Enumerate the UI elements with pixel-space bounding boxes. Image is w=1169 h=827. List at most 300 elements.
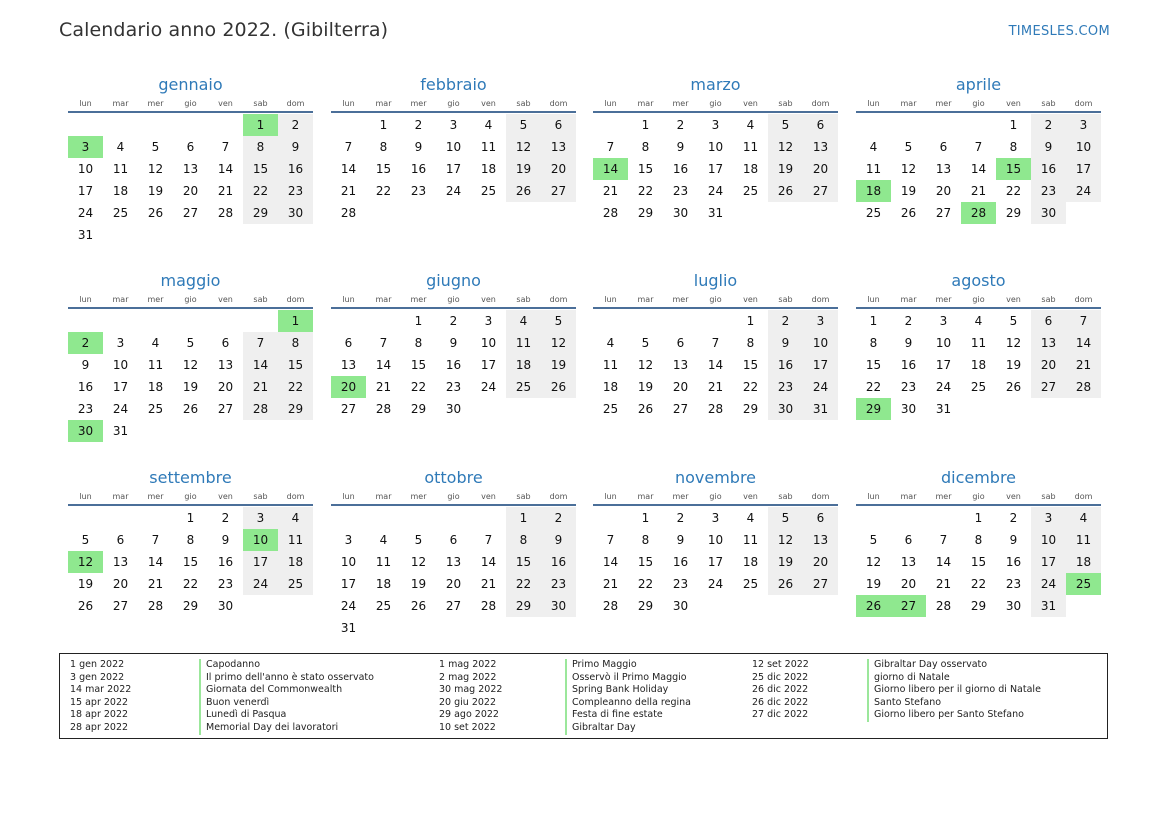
day-cell: 18 [147, 380, 164, 394]
day-cell: 25 [375, 599, 392, 613]
day-cell: 3 [243, 507, 278, 529]
header-divider [68, 111, 313, 113]
weekday-label: mar [900, 295, 917, 304]
day-cell: 30 [541, 595, 576, 617]
month-aprile [856, 74, 1101, 224]
day-cell: 25 [112, 206, 129, 220]
day-cell: 24 [112, 402, 129, 416]
weekday-label: mer [935, 99, 952, 108]
day-cell: 22 [182, 577, 199, 591]
day-cell: 9 [676, 533, 685, 547]
weekday-label: gio [709, 295, 722, 304]
weekday-label: dom [1074, 99, 1093, 108]
day-cell: 26 [77, 599, 94, 613]
day-cell: 2 [278, 114, 313, 136]
day-grid [593, 310, 838, 420]
weekday-label: mar [112, 492, 129, 501]
day-cell: 13 [541, 136, 576, 158]
day-cell: 28 [707, 402, 724, 416]
empty-cell [173, 114, 208, 136]
legend-holiday-name: Memorial Day dei lavoratori [199, 722, 374, 735]
day-cell: 5 [641, 336, 650, 350]
day-cell: 6 [904, 533, 913, 547]
day-cell: 28 [480, 599, 497, 613]
day-cell: 13 [340, 358, 357, 372]
day-cell: 3 [939, 314, 948, 328]
holiday-day: 1 [278, 310, 313, 332]
day-cell: 25 [480, 184, 497, 198]
weekday-label: mer [147, 99, 164, 108]
weekday-label: lun [342, 492, 355, 501]
holiday-day: 1 [243, 114, 278, 136]
day-cell: 4 [379, 533, 388, 547]
day-cell: 29 [506, 595, 541, 617]
day-cell: 21 [375, 380, 392, 394]
day-cell: 27 [672, 402, 689, 416]
day-cell: 11 [602, 358, 619, 372]
day-cell: 2 [449, 314, 458, 328]
empty-cell [331, 507, 366, 529]
day-grid [68, 507, 313, 617]
day-cell: 21 [935, 577, 952, 591]
weekday-label: mar [375, 99, 392, 108]
day-cell: 21 [243, 376, 278, 398]
weekday-label: ven [481, 295, 496, 304]
weekday-label: dom [286, 492, 305, 501]
day-cell: 5 [904, 140, 913, 154]
day-cell: 23 [900, 380, 917, 394]
empty-cell [68, 114, 103, 136]
weekday-label: dom [286, 295, 305, 304]
day-cell: 23 [672, 184, 689, 198]
day-cell: 27 [340, 402, 357, 416]
day-cell: 23 [77, 402, 94, 416]
day-cell: 11 [112, 162, 129, 176]
day-cell: 12 [865, 555, 882, 569]
legend-holiday-name: Gibraltar Day [565, 722, 691, 735]
day-cell: 22 [742, 380, 759, 394]
day-cell: 16 [900, 358, 917, 372]
weekday-header [593, 490, 838, 504]
weekday-label: dom [811, 99, 830, 108]
day-cell: 26 [541, 376, 576, 398]
day-cell: 3 [711, 511, 720, 525]
day-cell: 28 [375, 402, 392, 416]
month-name: dicembre [940, 468, 1017, 487]
day-cell: 16 [77, 380, 94, 394]
weekday-header [856, 97, 1101, 111]
weekday-label: sab [253, 295, 268, 304]
day-cell: 1 [869, 314, 878, 328]
day-cell: 23 [1031, 180, 1066, 202]
day-cell: 12 [147, 162, 164, 176]
day-cell: 26 [768, 180, 803, 202]
legend-holiday-name: Buon venerdì [199, 697, 374, 710]
weekday-label: dom [1074, 295, 1093, 304]
day-cell: 25 [278, 573, 313, 595]
day-cell: 21 [340, 184, 357, 198]
day-cell: 29 [1005, 206, 1022, 220]
day-cell: 6 [803, 507, 838, 529]
day-cell: 11 [480, 140, 497, 154]
day-cell: 29 [410, 402, 427, 416]
day-cell: 12 [1005, 336, 1022, 350]
day-cell: 12 [900, 162, 917, 176]
day-cell: 2 [768, 310, 803, 332]
weekday-label: mer [935, 295, 952, 304]
weekday-label: mer [410, 295, 427, 304]
day-cell: 5 [506, 114, 541, 136]
header-divider [856, 111, 1101, 113]
day-cell: 31 [112, 424, 129, 438]
day-cell: 14 [217, 162, 234, 176]
header-divider [331, 504, 576, 506]
day-cell: 21 [602, 577, 619, 591]
day-cell: 17 [445, 162, 462, 176]
day-cell: 12 [768, 136, 803, 158]
weekday-label: sab [516, 295, 531, 304]
legend-holiday-name: Primo Maggio [565, 659, 691, 672]
weekday-label: lun [867, 295, 880, 304]
day-cell: 19 [768, 158, 803, 180]
day-cell: 10 [803, 332, 838, 354]
day-cell: 21 [1066, 354, 1101, 376]
day-cell: 29 [742, 402, 759, 416]
month-settembre [68, 467, 313, 617]
weekday-header [68, 97, 313, 111]
day-cell: 16 [768, 354, 803, 376]
weekday-label: ven [1006, 492, 1021, 501]
weekday-header [68, 490, 313, 504]
day-cell: 25 [742, 184, 759, 198]
weekday-label: sab [778, 99, 793, 108]
day-cell: 11 [865, 162, 882, 176]
weekday-label: sab [778, 295, 793, 304]
day-cell: 26 [506, 180, 541, 202]
day-cell: 10 [340, 555, 357, 569]
day-cell: 11 [742, 533, 759, 547]
empty-cell [68, 310, 103, 332]
day-cell: 5 [541, 310, 576, 332]
day-cell: 7 [974, 140, 983, 154]
day-cell: 3 [484, 314, 493, 328]
day-cell: 3 [1066, 114, 1101, 136]
weekday-label: lun [79, 295, 92, 304]
day-cell: 24 [445, 184, 462, 198]
weekday-label: sab [253, 99, 268, 108]
empty-cell [891, 114, 926, 136]
day-cell: 25 [865, 206, 882, 220]
day-cell: 10 [112, 358, 129, 372]
day-cell: 19 [1005, 358, 1022, 372]
holiday-day: 15 [996, 158, 1031, 180]
weekday-label: gio [447, 99, 460, 108]
day-cell: 15 [637, 162, 654, 176]
day-cell: 5 [869, 533, 878, 547]
header-divider [331, 111, 576, 113]
month-ottobre [331, 467, 576, 639]
legend-holiday-name: Festa di fine estate [565, 709, 691, 722]
day-cell: 5 [768, 507, 803, 529]
empty-cell [593, 507, 628, 529]
day-cell: 16 [445, 358, 462, 372]
empty-cell [138, 114, 173, 136]
legend-date: 10 set 2022 [439, 721, 496, 733]
day-cell: 19 [147, 184, 164, 198]
day-cell: 8 [641, 533, 650, 547]
day-cell: 22 [970, 577, 987, 591]
holiday-day: 20 [331, 376, 366, 398]
day-cell: 7 [151, 533, 160, 547]
legend-holiday-name: Gibraltar Day osservato [867, 659, 1041, 672]
empty-cell [173, 310, 208, 332]
month-name: agosto [951, 271, 1006, 290]
day-grid [331, 310, 576, 420]
legend-date: 2 mag 2022 [439, 671, 497, 683]
day-cell: 24 [707, 577, 724, 591]
legend-holiday-name: giorno di Natale [867, 672, 1041, 685]
day-cell: 9 [278, 136, 313, 158]
day-cell: 14 [707, 358, 724, 372]
day-cell: 7 [939, 533, 948, 547]
day-cell: 7 [243, 332, 278, 354]
weekday-label: sab [1041, 295, 1056, 304]
day-cell: 3 [803, 310, 838, 332]
weekday-label: mer [935, 492, 952, 501]
day-cell: 20 [935, 184, 952, 198]
month-agosto [856, 270, 1101, 420]
day-cell: 7 [379, 336, 388, 350]
day-grid [331, 114, 576, 224]
weekday-label: dom [549, 295, 568, 304]
legend-names-col-3 [867, 659, 1041, 722]
weekday-header [856, 293, 1101, 307]
weekday-label: mar [637, 295, 654, 304]
weekday-label: lun [79, 492, 92, 501]
empty-cell [331, 114, 366, 136]
day-cell: 17 [112, 380, 129, 394]
day-cell: 19 [506, 158, 541, 180]
day-cell: 30 [217, 599, 234, 613]
day-cell: 22 [278, 376, 313, 398]
day-grid [593, 507, 838, 617]
header-divider [856, 307, 1101, 309]
weekday-label: gio [184, 492, 197, 501]
day-cell: 29 [243, 202, 278, 224]
day-cell: 30 [672, 206, 689, 220]
day-cell: 13 [803, 529, 838, 551]
weekday-label: ven [218, 492, 233, 501]
weekday-header [593, 97, 838, 111]
day-cell: 10 [935, 336, 952, 350]
legend-holiday-name: Giorno libero per Santo Stefano [867, 709, 1041, 722]
holiday-day: 26 [856, 595, 891, 617]
day-cell: 29 [970, 599, 987, 613]
day-cell: 1 [379, 118, 388, 132]
day-cell: 30 [445, 402, 462, 416]
weekday-label: mar [637, 492, 654, 501]
day-cell: 1 [506, 507, 541, 529]
day-cell: 2 [676, 118, 685, 132]
day-cell: 4 [1066, 507, 1101, 529]
day-cell: 5 [81, 533, 90, 547]
weekday-label: mer [672, 99, 689, 108]
empty-cell [471, 507, 506, 529]
day-cell: 14 [375, 358, 392, 372]
day-cell: 4 [974, 314, 983, 328]
holiday-day: 3 [68, 136, 103, 158]
weekday-label: gio [184, 295, 197, 304]
day-cell: 28 [340, 206, 357, 220]
empty-cell [103, 507, 138, 529]
brand-link[interactable]: TIMESLES.COM [1008, 24, 1110, 39]
day-cell: 27 [445, 599, 462, 613]
weekday-label: mar [637, 99, 654, 108]
day-cell: 6 [803, 114, 838, 136]
weekday-label: mer [672, 295, 689, 304]
day-cell: 23 [278, 180, 313, 202]
empty-cell [103, 114, 138, 136]
day-cell: 22 [243, 180, 278, 202]
month-luglio [593, 270, 838, 420]
day-cell: 25 [147, 402, 164, 416]
day-cell: 7 [711, 336, 720, 350]
month-name: aprile [955, 75, 1002, 94]
day-cell: 25 [506, 376, 541, 398]
weekday-label: gio [447, 295, 460, 304]
day-cell: 11 [375, 555, 392, 569]
day-cell: 13 [803, 136, 838, 158]
day-cell: 4 [151, 336, 160, 350]
weekday-header [331, 97, 576, 111]
day-cell: 26 [768, 573, 803, 595]
month-novembre [593, 467, 838, 617]
holiday-day: 14 [593, 158, 628, 180]
day-cell: 20 [1031, 354, 1066, 376]
day-cell: 7 [1066, 310, 1101, 332]
day-cell: 26 [900, 206, 917, 220]
holiday-day: 27 [891, 595, 926, 617]
day-cell: 20 [445, 577, 462, 591]
legend-dates-col-3 [752, 659, 809, 722]
day-cell: 16 [541, 551, 576, 573]
day-cell: 13 [217, 358, 234, 372]
day-cell: 4 [746, 511, 755, 525]
day-cell: 28 [1066, 376, 1101, 398]
weekday-header [331, 293, 576, 307]
empty-cell [593, 310, 628, 332]
day-cell: 7 [606, 140, 615, 154]
day-cell: 17 [707, 162, 724, 176]
day-cell: 15 [970, 555, 987, 569]
holiday-legend [59, 653, 1108, 739]
day-cell: 26 [182, 402, 199, 416]
day-cell: 17 [243, 551, 278, 573]
day-cell: 26 [410, 599, 427, 613]
day-cell: 30 [672, 599, 689, 613]
weekday-label: lun [604, 99, 617, 108]
month-name: settembre [149, 468, 232, 487]
day-cell: 2 [414, 118, 423, 132]
day-cell: 8 [414, 336, 423, 350]
day-cell: 17 [803, 354, 838, 376]
day-cell: 11 [970, 336, 987, 350]
day-cell: 15 [742, 358, 759, 372]
weekday-label: lun [867, 492, 880, 501]
page-title: Calendario anno 2022. (Gibilterra) [59, 19, 389, 41]
day-cell: 18 [506, 354, 541, 376]
day-cell: 17 [1031, 551, 1066, 573]
day-cell: 10 [1031, 529, 1066, 551]
weekday-label: mer [410, 492, 427, 501]
legend-date: 30 mag 2022 [439, 684, 503, 696]
day-cell: 2 [221, 511, 230, 525]
day-cell: 14 [935, 555, 952, 569]
legend-names-col-1 [199, 659, 374, 735]
header-divider [593, 111, 838, 113]
empty-cell [366, 507, 401, 529]
day-cell: 15 [182, 555, 199, 569]
empty-cell [366, 310, 401, 332]
day-cell: 31 [803, 398, 838, 420]
empty-cell [926, 507, 961, 529]
day-cell: 27 [935, 206, 952, 220]
weekday-label: ven [218, 99, 233, 108]
day-cell: 30 [900, 402, 917, 416]
day-grid [331, 507, 576, 639]
legend-holiday-name: Il primo dell'anno è stato osservato [199, 672, 374, 685]
day-cell: 2 [1031, 114, 1066, 136]
day-cell: 19 [182, 380, 199, 394]
day-cell: 16 [1031, 158, 1066, 180]
empty-cell [891, 507, 926, 529]
day-cell: 16 [672, 555, 689, 569]
day-cell: 24 [1066, 180, 1101, 202]
weekday-label: mer [147, 492, 164, 501]
day-cell: 14 [243, 354, 278, 376]
holiday-day: 25 [1066, 573, 1101, 595]
day-cell: 5 [768, 114, 803, 136]
day-cell: 18 [970, 358, 987, 372]
day-cell: 11 [742, 140, 759, 154]
day-cell: 23 [768, 376, 803, 398]
day-cell: 17 [77, 184, 94, 198]
day-cell: 24 [1031, 573, 1066, 595]
day-cell: 6 [1031, 310, 1066, 332]
legend-date: 26 dic 2022 [752, 696, 809, 708]
day-cell: 21 [970, 184, 987, 198]
day-cell: 18 [112, 184, 129, 198]
day-cell: 22 [865, 380, 882, 394]
weekday-label: ven [1006, 99, 1021, 108]
day-cell: 8 [506, 529, 541, 551]
day-cell: 1 [1009, 118, 1018, 132]
day-cell: 30 [1005, 599, 1022, 613]
day-cell: 10 [1066, 136, 1101, 158]
day-cell: 19 [77, 577, 94, 591]
day-cell: 10 [480, 336, 497, 350]
legend-date: 25 dic 2022 [752, 671, 809, 683]
weekday-label: mar [900, 492, 917, 501]
holiday-day: 29 [856, 398, 891, 420]
day-cell: 9 [221, 533, 230, 547]
weekday-label: dom [286, 99, 305, 108]
day-cell: 24 [480, 380, 497, 394]
month-name: novembre [674, 468, 757, 487]
day-cell: 4 [746, 118, 755, 132]
day-cell: 22 [410, 380, 427, 394]
day-cell: 9 [904, 336, 913, 350]
